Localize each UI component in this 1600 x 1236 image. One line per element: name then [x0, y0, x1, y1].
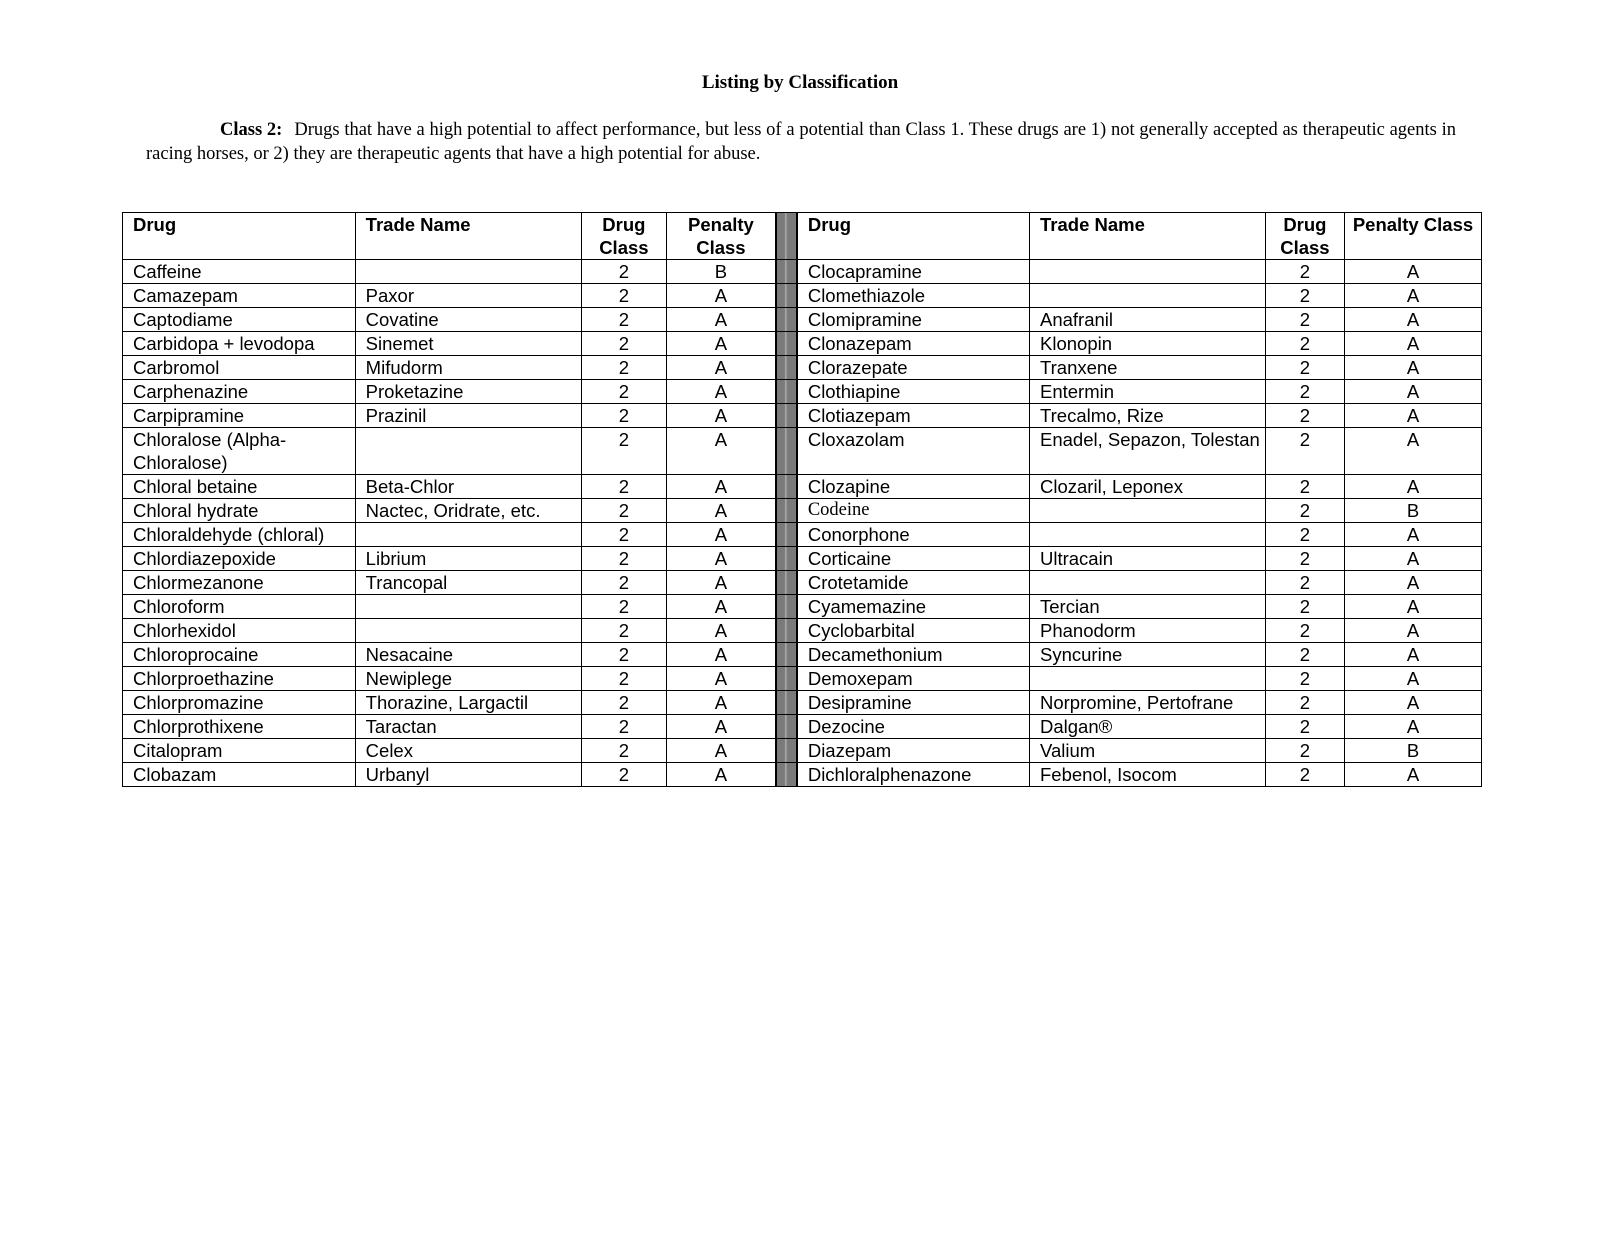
right-drug-class: 2: [1265, 643, 1344, 667]
left-trade-name: Celex: [355, 739, 582, 763]
table-row: [123, 643, 1482, 667]
right-trade-name: [1030, 571, 1266, 595]
right-drug-name: Desipramine: [797, 691, 1030, 715]
left-drug-class: 2: [582, 356, 666, 380]
table-row: [123, 284, 1482, 308]
left-penalty-class: B: [666, 260, 776, 284]
left-drug-name: Chlormezanone: [123, 571, 356, 595]
right-penalty-class: A: [1345, 260, 1482, 284]
right-trade-name: Tercian: [1030, 595, 1266, 619]
right-drug-class: 2: [1265, 571, 1344, 595]
right-drug-name: Clonazepam: [797, 332, 1030, 356]
left-drug-class: 2: [582, 308, 666, 332]
right-trade-name: [1030, 284, 1266, 308]
left-drug-class: 2: [582, 332, 666, 356]
right-drug-name: Corticaine: [797, 547, 1030, 571]
left-trade-name: Nactec, Oridrate, etc.: [355, 499, 582, 523]
right-drug-class: 2: [1265, 380, 1344, 404]
right-drug-class: 2: [1265, 356, 1344, 380]
right-trade-name: Dalgan®: [1030, 715, 1266, 739]
left-trade-name: Nesacaine: [355, 643, 582, 667]
right-trade-name: Enadel, Sepazon, Tolestan: [1030, 428, 1266, 475]
left-drug-name: Carphenazine: [123, 380, 356, 404]
right-penalty-class: A: [1345, 332, 1482, 356]
left-trade-name: Thorazine, Largactil: [355, 691, 582, 715]
class-description: [146, 118, 1456, 166]
left-drug-class: 2: [582, 667, 666, 691]
table-row: [123, 739, 1482, 763]
right-drug-name: Clorazepate: [797, 356, 1030, 380]
right-penalty-class: A: [1345, 763, 1482, 787]
table-row: [123, 404, 1482, 428]
left-drug-class: 2: [582, 475, 666, 499]
table-row: [123, 715, 1482, 739]
left-drug-name: Chlorproethazine: [123, 667, 356, 691]
left-drug-class: 2: [582, 499, 666, 523]
right-penalty-class: A: [1345, 404, 1482, 428]
header-penalty-class: Penalty Class: [666, 213, 776, 260]
header-drug: Drug: [797, 213, 1030, 260]
left-drug-class: 2: [582, 260, 666, 284]
right-trade-name: Syncurine: [1030, 643, 1266, 667]
column-separator: [776, 308, 797, 332]
right-trade-name: [1030, 523, 1266, 547]
right-trade-name: Febenol, Isocom: [1030, 763, 1266, 787]
left-trade-name: Urbanyl: [355, 763, 582, 787]
left-trade-name: Paxor: [355, 284, 582, 308]
table-row: [123, 475, 1482, 499]
right-drug-name: Decamethonium: [797, 643, 1030, 667]
left-trade-name: [355, 428, 582, 475]
right-drug-class: 2: [1265, 499, 1344, 523]
right-trade-name: [1030, 667, 1266, 691]
table-row: [123, 547, 1482, 571]
left-penalty-class: A: [666, 715, 776, 739]
left-penalty-class: A: [666, 763, 776, 787]
right-penalty-class: B: [1345, 739, 1482, 763]
column-separator: [776, 380, 797, 404]
right-penalty-class: A: [1345, 571, 1482, 595]
left-drug-name: Caffeine: [123, 260, 356, 284]
right-trade-name: Ultracain: [1030, 547, 1266, 571]
right-drug-class: 2: [1265, 332, 1344, 356]
left-drug-name: Chlorhexidol: [123, 619, 356, 643]
column-separator: [776, 260, 797, 284]
left-drug-class: 2: [582, 739, 666, 763]
right-drug-name: Clotiazepam: [797, 404, 1030, 428]
left-drug-name: Captodiame: [123, 308, 356, 332]
left-drug-name: Clobazam: [123, 763, 356, 787]
right-penalty-class: A: [1345, 595, 1482, 619]
right-drug-name: Clothiapine: [797, 380, 1030, 404]
left-drug-class: 2: [582, 595, 666, 619]
right-drug-name: Clomethiazole: [797, 284, 1030, 308]
left-drug-class: 2: [582, 643, 666, 667]
left-penalty-class: A: [666, 332, 776, 356]
right-drug-class: 2: [1265, 691, 1344, 715]
right-penalty-class: A: [1345, 308, 1482, 332]
right-trade-name: Trecalmo, Rize: [1030, 404, 1266, 428]
table-row: [123, 380, 1482, 404]
right-drug-class: 2: [1265, 547, 1344, 571]
page-title: Listing by Classification: [701, 72, 899, 93]
left-drug-name: Carbidopa + levodopa: [123, 332, 356, 356]
right-drug-class: 2: [1265, 619, 1344, 643]
column-separator: [776, 595, 797, 619]
header-drug: Drug: [123, 213, 356, 260]
left-drug-class: 2: [582, 380, 666, 404]
left-drug-class: 2: [582, 715, 666, 739]
right-drug-name: Cyclobarbital: [797, 619, 1030, 643]
right-trade-name: Anafranil: [1030, 308, 1266, 332]
left-trade-name: Prazinil: [355, 404, 582, 428]
right-trade-name: Clozaril, Leponex: [1030, 475, 1266, 499]
column-separator: [776, 763, 797, 787]
left-drug-name: Carbromol: [123, 356, 356, 380]
left-penalty-class: A: [666, 404, 776, 428]
left-drug-name: Chlorpromazine: [123, 691, 356, 715]
left-penalty-class: A: [666, 619, 776, 643]
header-trade-name: Trade Name: [355, 213, 582, 260]
right-drug-class: 2: [1265, 763, 1344, 787]
right-trade-name: [1030, 499, 1266, 523]
column-separator: [776, 332, 797, 356]
right-drug-name: Clozapine: [797, 475, 1030, 499]
column-separator: [776, 475, 797, 499]
left-trade-name: Proketazine: [355, 380, 582, 404]
right-drug-class: 2: [1265, 284, 1344, 308]
right-drug-name: Crotetamide: [797, 571, 1030, 595]
left-penalty-class: A: [666, 667, 776, 691]
table-row: [123, 356, 1482, 380]
column-separator: [776, 499, 797, 523]
column-separator: [776, 619, 797, 643]
left-penalty-class: A: [666, 284, 776, 308]
column-separator: [776, 428, 797, 475]
right-trade-name: [1030, 260, 1266, 284]
left-penalty-class: A: [666, 739, 776, 763]
left-penalty-class: A: [666, 643, 776, 667]
left-drug-class: 2: [582, 404, 666, 428]
table-body: [123, 260, 1482, 787]
table-row: [123, 260, 1482, 284]
right-trade-name: Entermin: [1030, 380, 1266, 404]
left-drug-name: Chloral betaine: [123, 475, 356, 499]
left-drug-class: 2: [582, 428, 666, 475]
right-drug-name: Codeine: [797, 499, 1030, 523]
left-trade-name: Sinemet: [355, 332, 582, 356]
class-label: Class 2:: [220, 120, 283, 140]
column-separator: [776, 715, 797, 739]
left-penalty-class: A: [666, 380, 776, 404]
left-drug-name: Camazepam: [123, 284, 356, 308]
left-drug-class: 2: [582, 284, 666, 308]
left-trade-name: [355, 619, 582, 643]
left-penalty-class: A: [666, 356, 776, 380]
table-row: [123, 428, 1482, 475]
left-drug-class: 2: [582, 691, 666, 715]
table-row: [123, 667, 1482, 691]
column-separator: [776, 691, 797, 715]
right-drug-class: 2: [1265, 475, 1344, 499]
column-separator: [776, 571, 797, 595]
right-drug-name: Diazepam: [797, 739, 1030, 763]
column-separator: [776, 213, 797, 260]
left-trade-name: Trancopal: [355, 571, 582, 595]
left-trade-name: Beta-Chlor: [355, 475, 582, 499]
left-penalty-class: A: [666, 499, 776, 523]
left-drug-name: Chloroprocaine: [123, 643, 356, 667]
right-drug-class: 2: [1265, 260, 1344, 284]
right-penalty-class: A: [1345, 284, 1482, 308]
left-penalty-class: A: [666, 547, 776, 571]
left-trade-name: [355, 595, 582, 619]
column-separator: [776, 523, 797, 547]
right-trade-name: Valium: [1030, 739, 1266, 763]
left-penalty-class: A: [666, 571, 776, 595]
left-trade-name: Mifudorm: [355, 356, 582, 380]
right-drug-class: 2: [1265, 523, 1344, 547]
right-drug-name: Cloxazolam: [797, 428, 1030, 475]
table-row: [123, 571, 1482, 595]
left-drug-name: Chlorprothixene: [123, 715, 356, 739]
column-separator: [776, 643, 797, 667]
header-drug-class: Drug Class: [582, 213, 666, 260]
column-separator: [776, 404, 797, 428]
left-penalty-class: A: [666, 475, 776, 499]
right-drug-class: 2: [1265, 308, 1344, 332]
table-row: [123, 691, 1482, 715]
right-trade-name: Tranxene: [1030, 356, 1266, 380]
left-trade-name: Covatine: [355, 308, 582, 332]
right-trade-name: Klonopin: [1030, 332, 1266, 356]
table-row: [123, 308, 1482, 332]
header-penalty-class: Penalty Class: [1345, 213, 1482, 260]
right-penalty-class: A: [1345, 547, 1482, 571]
table-row: [123, 763, 1482, 787]
right-drug-class: 2: [1265, 667, 1344, 691]
right-penalty-class: A: [1345, 428, 1482, 475]
left-drug-class: 2: [582, 571, 666, 595]
table-row: [123, 332, 1482, 356]
left-trade-name: Newiplege: [355, 667, 582, 691]
drug-classification-table: [122, 212, 1482, 787]
column-separator: [776, 739, 797, 763]
left-drug-name: Carpipramine: [123, 404, 356, 428]
right-drug-name: Conorphone: [797, 523, 1030, 547]
right-drug-class: 2: [1265, 404, 1344, 428]
table-row: [123, 499, 1482, 523]
right-drug-name: Dezocine: [797, 715, 1030, 739]
right-penalty-class: A: [1345, 475, 1482, 499]
left-drug-name: Chloralose (Alpha-Chloralose): [123, 428, 356, 475]
right-drug-class: 2: [1265, 739, 1344, 763]
left-drug-class: 2: [582, 619, 666, 643]
table-header-row: [123, 213, 1482, 260]
left-drug-name: Chloral hydrate: [123, 499, 356, 523]
right-drug-class: 2: [1265, 595, 1344, 619]
right-trade-name: Norpromine, Pertofrane: [1030, 691, 1266, 715]
column-separator: [776, 356, 797, 380]
left-drug-name: Chlordiazepoxide: [123, 547, 356, 571]
table-row: [123, 523, 1482, 547]
column-separator: [776, 547, 797, 571]
left-drug-name: Citalopram: [123, 739, 356, 763]
right-penalty-class: A: [1345, 715, 1482, 739]
right-penalty-class: A: [1345, 619, 1482, 643]
header-trade-name: Trade Name: [1030, 213, 1266, 260]
column-separator: [776, 284, 797, 308]
right-drug-name: Clocapramine: [797, 260, 1030, 284]
column-separator: [776, 667, 797, 691]
header-drug-class: Drug Class: [1265, 213, 1344, 260]
left-drug-name: Chloraldehyde (chloral): [123, 523, 356, 547]
right-drug-class: 2: [1265, 428, 1344, 475]
left-trade-name: Librium: [355, 547, 582, 571]
left-penalty-class: A: [666, 428, 776, 475]
right-penalty-class: A: [1345, 380, 1482, 404]
right-penalty-class: A: [1345, 691, 1482, 715]
left-trade-name: [355, 523, 582, 547]
right-trade-name: Phanodorm: [1030, 619, 1266, 643]
left-penalty-class: A: [666, 595, 776, 619]
left-penalty-class: A: [666, 523, 776, 547]
left-drug-name: Chloroform: [123, 595, 356, 619]
right-drug-name: Demoxepam: [797, 667, 1030, 691]
left-penalty-class: A: [666, 691, 776, 715]
right-penalty-class: A: [1345, 667, 1482, 691]
left-penalty-class: A: [666, 308, 776, 332]
table-row: [123, 619, 1482, 643]
left-drug-class: 2: [582, 523, 666, 547]
left-trade-name: [355, 260, 582, 284]
right-drug-class: 2: [1265, 715, 1344, 739]
right-penalty-class: A: [1345, 356, 1482, 380]
left-drug-class: 2: [582, 547, 666, 571]
left-trade-name: Taractan: [355, 715, 582, 739]
table-row: [123, 595, 1482, 619]
class-description-text: Drugs that have a high potential to affect performance, but less of a potential than Class 1. These drugs are 1) not generally accepted as therapeutic agents in racing horses, or 2) they are therapeutic agents that have a high potential for abuse.: [146, 120, 1457, 164]
left-drug-class: 2: [582, 763, 666, 787]
right-penalty-class: A: [1345, 643, 1482, 667]
right-penalty-class: B: [1345, 499, 1482, 523]
right-drug-name: Cyamemazine: [797, 595, 1030, 619]
right-drug-name: Dichloralphenazone: [797, 763, 1030, 787]
right-drug-name: Clomipramine: [797, 308, 1030, 332]
right-penalty-class: A: [1345, 523, 1482, 547]
